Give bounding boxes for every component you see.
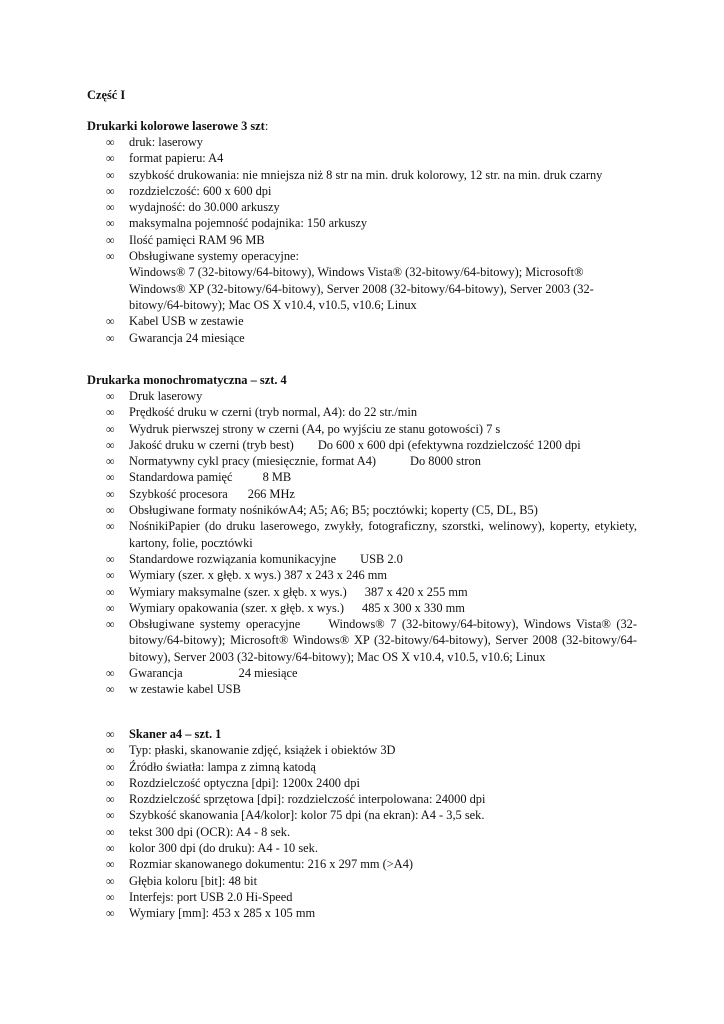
list-item: ∞ Jakość druku w czerni (tryb best) Do 600 x 600 dpi (efektywna rozdzielczość 1200 dpi: [106, 437, 581, 452]
list-item: ∞ wydajność: do 30.000 arkuszy: [106, 200, 280, 215]
section2-title: Drukarka monochromatyczna – szt. 4: [87, 373, 287, 387]
bullet-infinity-icon: ∞: [106, 824, 115, 839]
list-item: ∞ druk: laserowy: [106, 135, 203, 149]
bullet-infinity-icon: ∞: [106, 759, 115, 774]
bullet-infinity-icon: ∞: [106, 135, 115, 149]
list-item: ∞ Wymiary (szer. x głęb. x wys.) 387 x 243 x 246 mm: [106, 568, 388, 583]
list-item: ∞ Wymiary maksymalne (szer. x głęb. x wys.) 387 x 420 x 255 mm: [106, 584, 468, 599]
list-item: ∞ w zestawie kabel USB: [106, 682, 241, 697]
section2-list: [0, 388, 724, 698]
bullet-infinity-icon: ∞: [106, 503, 115, 518]
bullet-infinity-icon: ∞: [106, 775, 115, 790]
bullet-infinity-icon: ∞: [106, 906, 115, 921]
list-item: ∞ Obsługiwane systemy operacyjne: Windows® 7 (32-bitowy/64-bitowy), Windows Vista® (32-bitowy/64-bitowy); Microsoft® Windows® XP (32-bitowy/64-bitowy), Server 2008 (32-bitowy/64-bitowy), Server 2003 (32-bitowy/64-bitowy); Mac OS X v10.4, v10.5, v10.6; Linux: [106, 249, 594, 312]
section1-list: [0, 134, 724, 346]
list-item: ∞ Rozdzielczość optyczna [dpi]: 1200x 2400 dpi: [106, 775, 360, 790]
list-item: ∞ Wymiary opakowania (szer. x głęb. x wys.) 485 x 300 x 330 mm: [106, 600, 465, 615]
bullet-infinity-icon: ∞: [106, 519, 115, 534]
list-item: ∞ Normatywny cykl pracy (miesięcznie, format A4) Do 8000 stron: [106, 454, 481, 469]
section1-title-text: Drukarki kolorowe laserowe 3 szt: [87, 119, 265, 133]
bullet-infinity-icon: ∞: [106, 551, 115, 566]
bullet-infinity-icon: ∞: [106, 808, 115, 823]
part-title: Część I: [87, 88, 126, 102]
list-item: ∞ maksymalna pojemność podajnika: 150 arkuszy: [106, 216, 368, 231]
os-detail: Windows® 7 (32-bitowy/64-bitowy), Windows Vista® (32-bitowy/64-bitowy); Microsoft® Windows® XP (32-bitowy/64-bitowy), Server 2008 (32-bitowy/64-bitowy), Server 2003 (32-bitowy/64-bitowy); Mac OS X v10.4, v10.5, v10.6; Linux: [129, 265, 594, 312]
list-item: ∞ Wymiary [mm]: 453 x 285 x 105 mm: [106, 906, 316, 921]
bullet-infinity-icon: ∞: [106, 873, 115, 888]
list-item: ∞ Rozmiar skanowanego dokumentu: 216 x 297 mm (>A4): [106, 857, 414, 872]
list-item: ∞ Szybkość skanowania [A4/kolor]: kolor 75 dpi (na ekran): A4 - 3,5 sek.: [106, 808, 485, 823]
section3-title: ∞ Skaner a4 – szt. 1: [106, 727, 222, 741]
bullet-infinity-icon: ∞: [106, 330, 115, 345]
list-item: ∞ Źródło światła: lampa z zimną katodą: [106, 759, 316, 774]
list-item: ∞ Ilość pamięci RAM 96 MB: [106, 232, 265, 247]
bullet-infinity-icon: ∞: [106, 454, 115, 469]
bullet-infinity-icon: ∞: [106, 682, 115, 697]
section1-title: [87, 118, 268, 134]
bullet-infinity-icon: ∞: [106, 389, 115, 403]
bullet-infinity-icon: ∞: [106, 151, 115, 166]
bullet-infinity-icon: ∞: [106, 249, 115, 264]
bullet-infinity-icon: ∞: [106, 216, 115, 231]
bullet-infinity-icon: ∞: [106, 584, 115, 599]
bullet-infinity-icon: ∞: [106, 792, 115, 807]
bullet-infinity-icon: ∞: [106, 183, 115, 198]
list-item: ∞ Szybkość procesora 266 MHz: [106, 486, 295, 501]
bullet-infinity-icon: ∞: [106, 486, 115, 501]
bullet-infinity-icon: ∞: [106, 167, 115, 182]
bullet-infinity-icon: ∞: [106, 857, 115, 872]
bullet-infinity-icon: ∞: [106, 889, 115, 904]
bullet-infinity-icon: ∞: [106, 743, 115, 758]
list-item: ∞ Prędkość druku w czerni (tryb normal, A4): do 22 str./min: [106, 405, 418, 420]
bullet-infinity-icon: ∞: [106, 437, 115, 452]
list-item: ∞ Druk laserowy: [106, 389, 203, 403]
list-item: ∞ kolor 300 dpi (do druku): A4 - 10 sek.: [106, 841, 318, 856]
bullet-infinity-icon: ∞: [106, 200, 115, 215]
bullet-infinity-icon: ∞: [106, 617, 115, 632]
bullet-infinity-icon: ∞: [106, 841, 115, 856]
list-item: ∞ Gwarancja 24 miesiące: [106, 330, 245, 345]
bullet-infinity-icon: ∞: [106, 421, 115, 436]
list-item: ∞ szybkość drukowania: nie mniejsza niż 8 str na min. druk kolorowy, 12 str. na min. druk czarny: [106, 167, 603, 182]
bullet-infinity-icon: ∞: [106, 314, 115, 329]
bullet-infinity-icon: ∞: [106, 568, 115, 583]
bullet-infinity-icon: ∞: [106, 405, 115, 420]
list-item: ∞ Gwarancja 24 miesiące: [106, 666, 298, 681]
list-item: ∞ Standardowe rozwiązania komunikacyjne USB 2.0: [106, 551, 403, 566]
list-item: ∞ format papieru: A4: [106, 151, 224, 166]
list-item: ∞ NośnikiPapier (do druku laserowego, zwykły, fotograficzny, szorstki, welinowy), koperty, etykiety, kartony, folie, pocztówki: [106, 519, 637, 550]
list-item: ∞ Kabel USB w zestawie: [106, 314, 244, 329]
bullet-infinity-icon: ∞: [106, 470, 115, 485]
bullet-infinity-icon: ∞: [106, 600, 115, 615]
list-item: ∞ rozdzielczość: 600 x 600 dpi: [106, 183, 272, 198]
list-item: ∞ Typ: płaski, skanowanie zdjęć, książek i obiektów 3D: [106, 743, 396, 758]
list-item: ∞ tekst 300 dpi (OCR): A4 - 8 sek.: [106, 824, 291, 839]
section1-title-colon: :: [264, 119, 269, 133]
list-item: ∞ Rozdzielczość sprzętowa [dpi]: rozdzielczość interpolowana: 24000 dpi: [106, 792, 486, 807]
list-item: ∞ Głębia koloru [bit]: 48 bit: [106, 873, 258, 888]
bullet-infinity-icon: ∞: [106, 232, 115, 247]
list-item: ∞ Obsługiwane systemy operacyjne Windows® 7 (32-bitowy/64-bitowy), Windows Vista® (32-bitowy/64-bitowy); Microsoft® Windows® XP (32-bitowy/64-bitowy), Server 2008 (32-bitowy/64-bitowy), Server 2003 (32-bitowy/64-bitowy); Mac OS X v10.4, v10.5, v10.6; Linux: [106, 617, 637, 664]
section3-list: [0, 726, 724, 922]
bullet-infinity-icon: ∞: [106, 727, 115, 741]
list-item: ∞ Standardowa pamięć 8 MB: [106, 470, 292, 485]
list-item: ∞ Interfejs: port USB 2.0 Hi-Speed: [106, 889, 293, 904]
bullet-infinity-icon: ∞: [106, 666, 115, 681]
list-item: ∞ Wydruk pierwszej strony w czerni (A4, po wyjściu ze stanu gotowości) 7 s: [106, 421, 501, 436]
list-item: ∞ Obsługiwane formaty nośnikówA4; A5; A6; B5; pocztówki; koperty (C5, DL, B5): [106, 503, 538, 518]
